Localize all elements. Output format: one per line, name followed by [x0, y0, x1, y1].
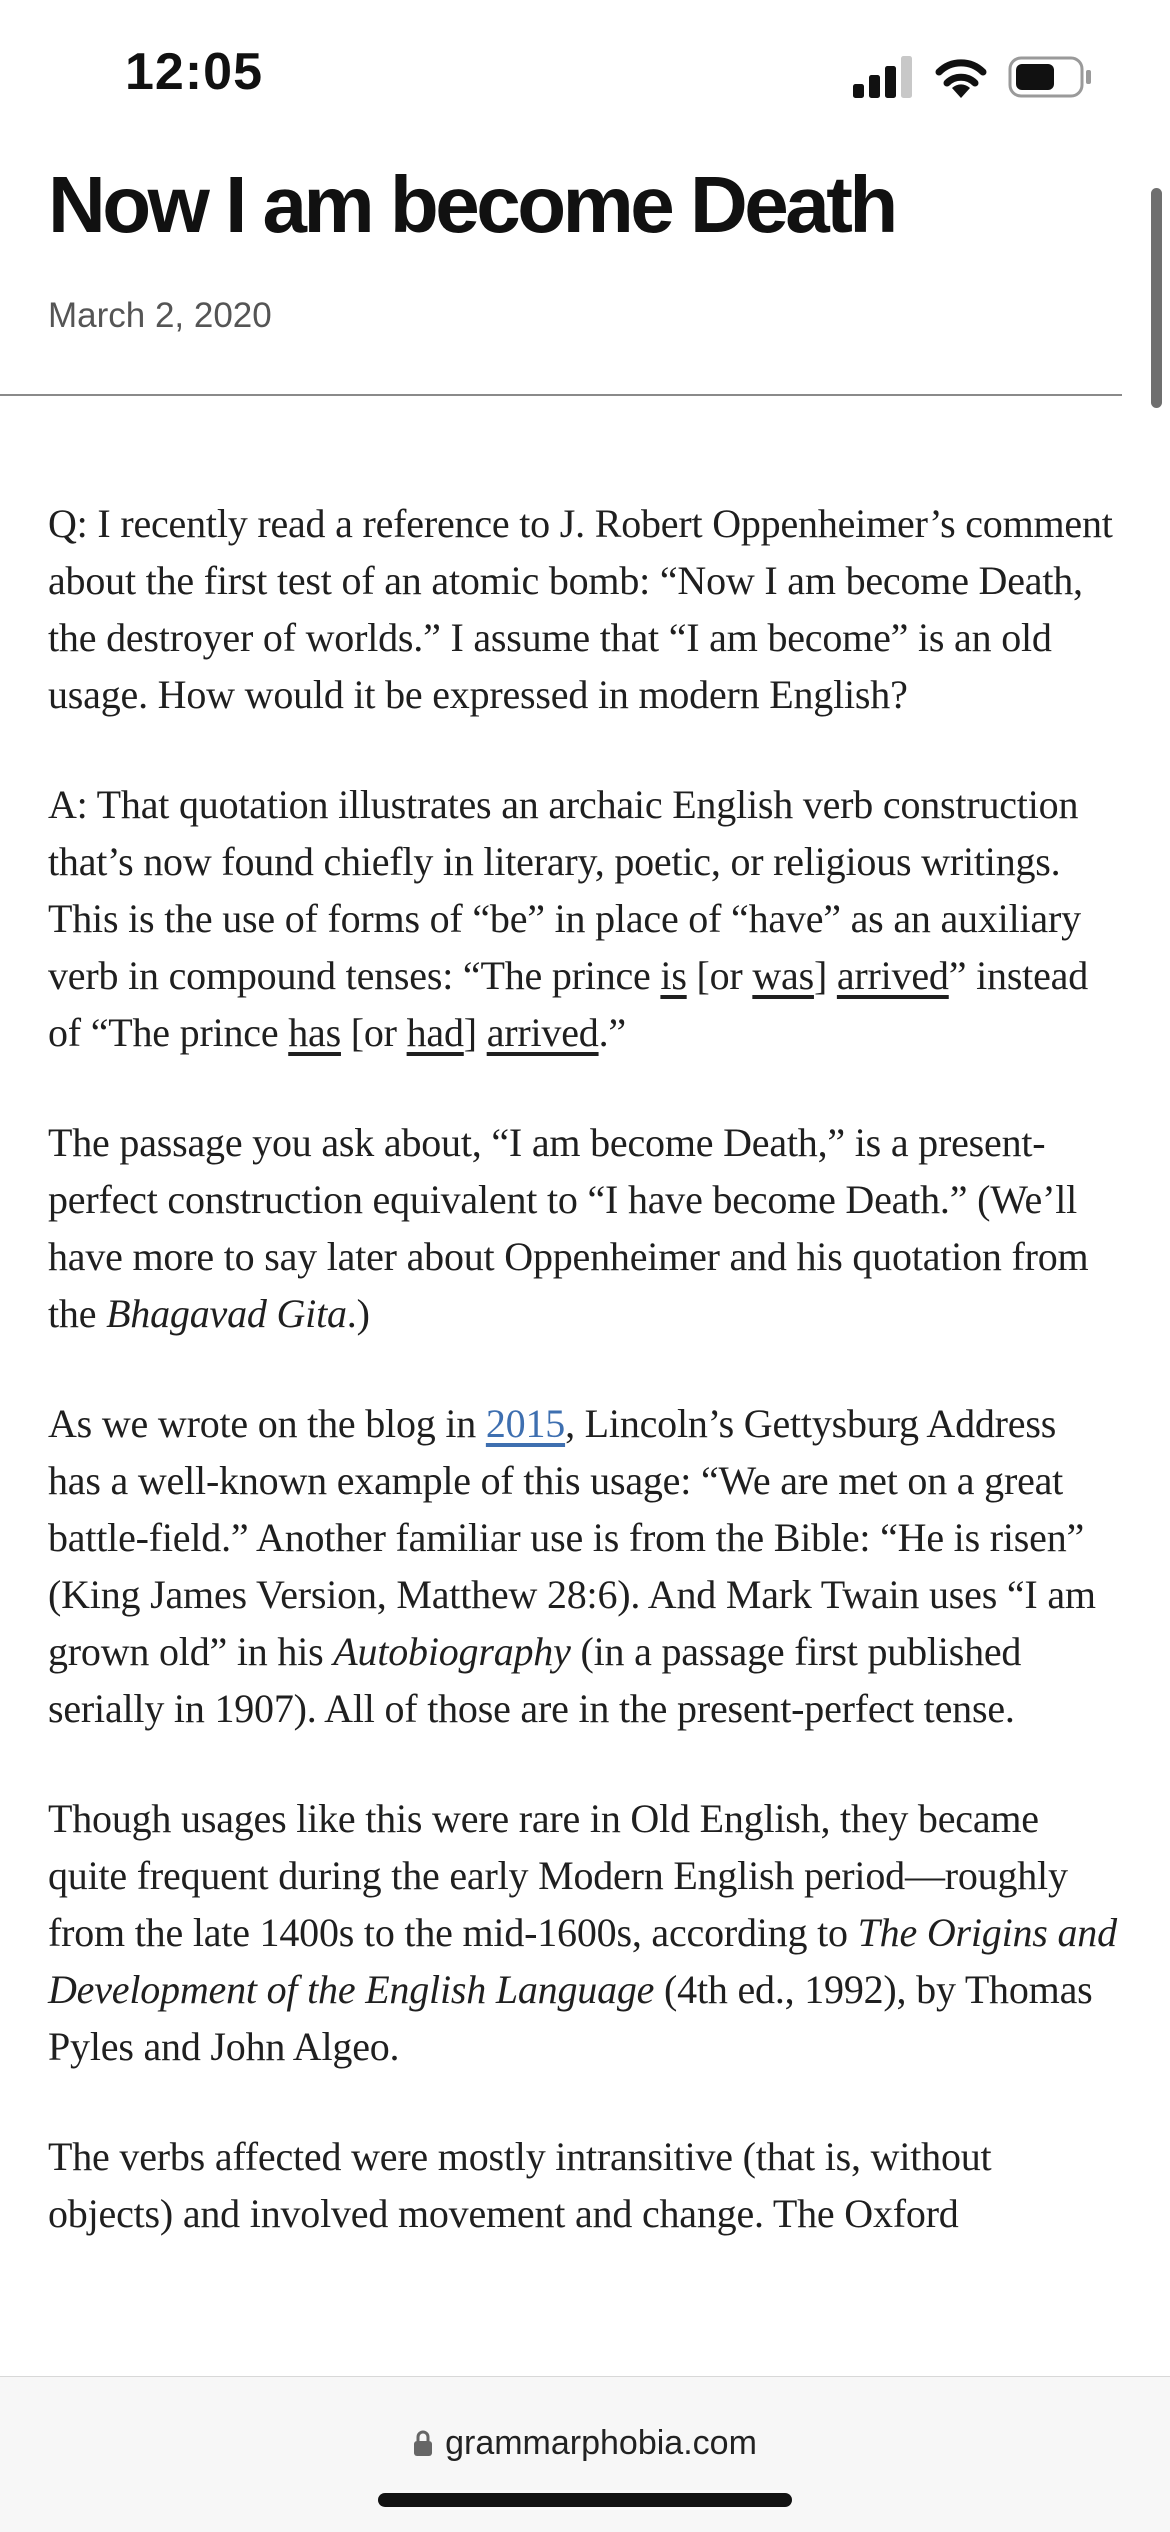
wifi-icon [935, 54, 987, 98]
cellular-signal-icon [853, 56, 913, 98]
text-span: The passage you ask about, “I am become Death,” is a present-perfect construction equivalent to “I have become Death.” (We’ll have more to say later about Oppenheimer and his quotation from the [48, 1120, 1089, 1336]
paragraph-verbs: The verbs affected were mostly intransitive (that is, without objects) and involved movement and change. The Oxford [48, 2134, 992, 2236]
underlined-word: has [288, 1010, 341, 1055]
header-divider [0, 394, 1122, 396]
paragraph-present-perfect [48, 1114, 1118, 1342]
browser-bottom-bar [0, 2376, 1170, 2532]
text-span: [or [340, 1010, 407, 1055]
blog-2015-link[interactable]: 2015 [485, 1401, 566, 1446]
text-span: , Lincoln’s Gettysburg Address has a well-known example of this usage: “We are met on a great battle-field.” Another familiar use is from the Bible: “He is risen” (King James Version, Matthew 28:6). And Mark Twain uses “I am grown old” in his [48, 1401, 1096, 1674]
scroll-indicator[interactable] [1151, 188, 1162, 408]
battery-icon [1008, 56, 1092, 98]
underlined-word: had [406, 1010, 464, 1055]
text-span: (4th ed., 1992), by Thomas Pyles and John Algeo. [48, 1967, 1093, 2069]
page-title: Now I am become Death [48, 160, 895, 249]
paragraph-examples [48, 1395, 1118, 1737]
status-time: 12:05 [125, 43, 263, 101]
status-bar [0, 0, 1170, 150]
italic-title: Autobiography [333, 1629, 571, 1674]
url-text: grammarphobia.com [445, 2424, 757, 2462]
home-indicator[interactable] [378, 2493, 792, 2507]
underlined-word: is [660, 953, 687, 998]
text-span: Though usages like this were rare in Old English, they became quite frequent during the early Modern English period—roughly from the late 1400s to the mid-1600s, according to [48, 1796, 1068, 1955]
paragraph-question: Q: I recently read a reference to J. Robert Oppenheimer’s comment about the first test of an atomic bomb: “Now I am become Death, the destroyer of worlds.” I assume that “I am become” is an old usage. How would it be expressed in modern English? [48, 501, 1113, 717]
text-span: A: That quotation illustrates an archaic English verb construction that’s now found chiefly in literary, poetic, or religious writings. This is the use of forms of “be” in place of “have” as an auxiliary verb in compound tenses: “The prince [48, 782, 1081, 998]
underlined-word: arrived [836, 953, 949, 998]
underlined-word: was [752, 953, 814, 998]
article-body [48, 495, 1118, 2295]
text-span: ] [463, 1010, 487, 1055]
text-span: (in a passage first published serially in 1907). All of those are in the present-perfect tense. [48, 1629, 1022, 1731]
lock-icon [413, 2430, 433, 2456]
paragraph-history [48, 1790, 1118, 2075]
text-span: [or [686, 953, 753, 998]
text-span: As we wrote on the blog in [48, 1401, 486, 1446]
italic-title: The Origins and Development of the English Language [48, 1910, 1117, 2012]
text-span: ” instead of “The prince [48, 953, 1089, 1055]
italic-title: Bhagavad Gita [106, 1291, 347, 1336]
paragraph-answer [48, 776, 1118, 1061]
text-span: .) [346, 1291, 370, 1336]
text-span: ] [813, 953, 837, 998]
underlined-word: arrived [486, 1010, 599, 1055]
post-date: March 2, 2020 [48, 296, 272, 335]
text-span: .” [598, 1010, 626, 1055]
address-bar[interactable] [0, 2413, 1170, 2473]
